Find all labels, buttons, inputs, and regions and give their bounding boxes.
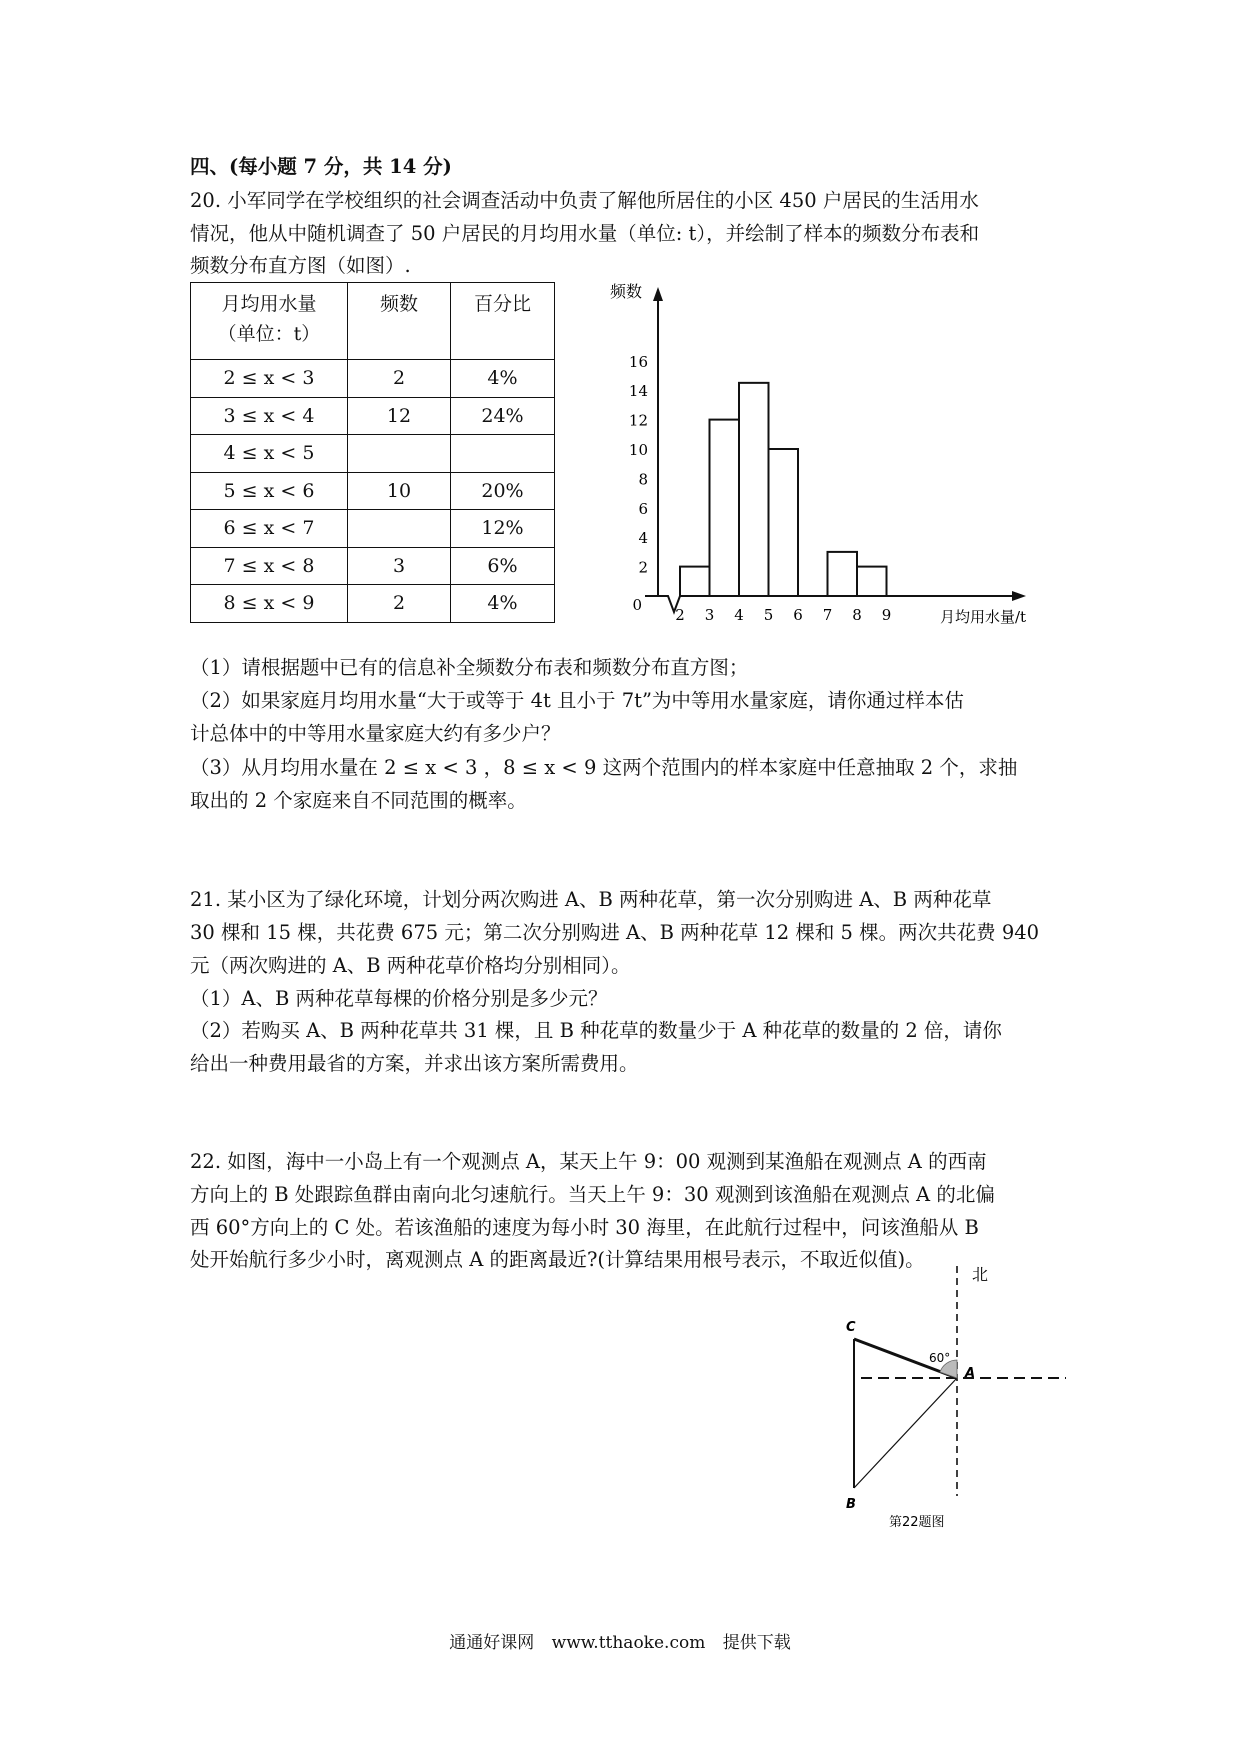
table-row bbox=[191, 585, 555, 623]
north-label: 北 bbox=[972, 1265, 989, 1284]
x-axis-arrow bbox=[1012, 591, 1026, 601]
q21-line-5: （2）若购买 A、B 两种花草共 31 棵，且 B 种花草的数量少于 A 种花草的数量的 2 倍，请你 bbox=[190, 1019, 1002, 1042]
section-heading: 四、(每小题 7 分，共 14 分) bbox=[190, 155, 452, 178]
cell-percent: 12% bbox=[451, 510, 555, 548]
y-tick-label: 2 bbox=[638, 558, 648, 577]
y-tick-label: 6 bbox=[638, 499, 648, 518]
x-tick-label: 5 bbox=[763, 606, 774, 624]
q20-line-3: 频数分布直方图（如图）. bbox=[190, 254, 411, 277]
cell-percent: 6% bbox=[451, 547, 555, 585]
cell-range: 4 ≤ x < 5 bbox=[191, 435, 348, 473]
y-tick-label: 4 bbox=[638, 529, 648, 548]
point-a-label: A bbox=[965, 1366, 976, 1381]
q21-line-1: 21. 某小区为了绿化环境，计划分两次购进 A、B 两种花草，第一次分别购进 A、B 两种花草 bbox=[190, 888, 992, 911]
footer-suffix: 提供下载 bbox=[722, 1633, 791, 1653]
angle-label: 60° bbox=[929, 1351, 951, 1365]
table-row bbox=[191, 547, 555, 585]
q22-line-4: 处开始航行多少小时，离观测点 A 的距离最近?(计算结果用根号表示，不取近似值)。 bbox=[190, 1248, 925, 1271]
x-tick-label: 8 bbox=[852, 606, 862, 624]
y-axis-title: 频数 bbox=[610, 282, 643, 301]
footer-site-name: 通通好课网 bbox=[449, 1633, 535, 1653]
q21-line-6: 给出一种费用最省的方案，并求出该方案所需费用。 bbox=[190, 1052, 639, 1075]
figure-caption: 第22题图 bbox=[889, 1515, 945, 1530]
cell-range: 2 ≤ x < 3 bbox=[191, 360, 348, 398]
header-frequency: 频数 bbox=[348, 283, 451, 360]
cell-range: 6 ≤ x < 7 bbox=[191, 510, 348, 548]
y-axis-arrow bbox=[653, 287, 663, 301]
histogram-bar bbox=[828, 552, 858, 596]
cell-frequency: 2 bbox=[348, 585, 451, 623]
cell-range: 3 ≤ x < 4 bbox=[191, 397, 348, 435]
y-tick-label: 8 bbox=[638, 470, 648, 489]
origin-label: 0 bbox=[632, 596, 642, 614]
q20-question-1: （1）请根据题中已有的信息补全频数分布表和频数分布直方图； bbox=[190, 656, 749, 679]
y-tick-label: 12 bbox=[628, 411, 648, 430]
q20-line-1: 20. 小军同学在学校组织的社会调查活动中负责了解他所居住的小区 450 户居民的生活用水 bbox=[190, 189, 979, 212]
q21-line-4: （1）A、B 两种花草每棵的价格分别是多少元？ bbox=[190, 987, 608, 1010]
x-tick-label: 9 bbox=[881, 606, 892, 624]
x-axis-title: 月均用水量/t bbox=[940, 608, 1027, 626]
point-b-label: B bbox=[846, 1497, 856, 1512]
header-water-usage bbox=[191, 283, 348, 360]
x-tick-label: 6 bbox=[793, 606, 803, 624]
header-water-usage-line1: 月均用水量 bbox=[221, 293, 317, 315]
y-tick-label: 10 bbox=[628, 441, 648, 459]
q20-question-2a: （2）如果家庭月均用水量“大于或等于 4t 且小于 7t”为中等用水量家庭，请你通过样本估 bbox=[190, 689, 964, 712]
table-header-row bbox=[191, 283, 555, 360]
cell-frequency: 10 bbox=[348, 472, 451, 510]
q22-line-3: 西 60°方向上的 C 处。若该渔船的速度为每小时 30 海里，在此航行过程中，问该渔船从 B bbox=[190, 1216, 979, 1239]
q20-line-2: 情况，他从中随机调查了 50 户居民的月均用水量（单位: t），并绘制了样本的频数分布表和 bbox=[190, 222, 980, 245]
table-row bbox=[191, 397, 555, 435]
x-tick-label: 4 bbox=[734, 606, 744, 624]
histogram-bar bbox=[680, 567, 710, 596]
x-tick-label: 2 bbox=[675, 606, 685, 624]
q22-line-2: 方向上的 B 处跟踪鱼群由南向北匀速航行。当天上午 9：30 观测到该渔船在观测点 A 的北偏 bbox=[190, 1183, 995, 1206]
q20-question-3a: （3）从月均用水量在 2 ≤ x < 3 ，8 ≤ x < 9 这两个范围内的样本家庭中任意抽取 2 个，求抽 bbox=[190, 756, 1018, 779]
q21-line-2: 30 棵和 15 棵，共花费 675 元；第二次分别购进 A、B 两种花草 12 棵和 5 棵。两次共花费 940 bbox=[190, 921, 1040, 944]
table-row bbox=[191, 435, 555, 473]
cell-percent: 4% bbox=[451, 585, 555, 623]
cell-percent: 20% bbox=[451, 472, 555, 510]
y-tick-label: 14 bbox=[628, 382, 648, 401]
q20-question-3b: 取出的 2 个家庭来自不同范围的概率。 bbox=[190, 789, 527, 812]
cell-range: 8 ≤ x < 9 bbox=[191, 585, 348, 623]
page-footer bbox=[0, 1628, 1240, 1653]
cell-range: 7 ≤ x < 8 bbox=[191, 547, 348, 585]
frequency-table bbox=[190, 282, 555, 623]
cell-frequency: 3 bbox=[348, 547, 451, 585]
q20-question-2b: 计总体中的中等用水量家庭大约有多少户？ bbox=[190, 722, 561, 745]
y-tick-label: 16 bbox=[628, 352, 648, 371]
histogram-bar bbox=[710, 420, 740, 596]
cell-percent: 24% bbox=[451, 397, 555, 435]
q22-line-1: 22. 如图，海中一小岛上有一个观测点 A，某天上午 9：00 观测到某渔船在观测点 A 的西南 bbox=[190, 1150, 987, 1173]
q22-figure bbox=[830, 1260, 1070, 1530]
table-row bbox=[191, 360, 555, 398]
cell-frequency: 2 bbox=[348, 360, 451, 398]
x-tick-label: 3 bbox=[704, 606, 715, 624]
histogram-bar bbox=[857, 567, 887, 596]
segment-ba bbox=[854, 1378, 957, 1488]
cell-range: 5 ≤ x < 6 bbox=[191, 472, 348, 510]
table-row bbox=[191, 472, 555, 510]
cell-percent bbox=[451, 435, 555, 473]
cell-frequency bbox=[348, 435, 451, 473]
q21-line-3: 元（两次购进的 A、B 两种花草价格均分别相同）。 bbox=[190, 954, 631, 977]
histogram-bar bbox=[739, 383, 769, 596]
histogram-bars bbox=[680, 383, 887, 596]
table-row bbox=[191, 510, 555, 548]
histogram-bar bbox=[769, 449, 799, 596]
point-c-label: C bbox=[846, 1320, 856, 1335]
histogram-labels bbox=[610, 282, 1026, 626]
cell-percent: 4% bbox=[451, 360, 555, 398]
cell-frequency: 12 bbox=[348, 397, 451, 435]
x-tick-label: 7 bbox=[822, 606, 833, 624]
footer-url[interactable]: www.tthaoke.com bbox=[551, 1633, 706, 1653]
header-water-usage-line2: （单位：t） bbox=[217, 323, 321, 345]
frequency-histogram bbox=[590, 270, 1070, 640]
cell-frequency bbox=[348, 510, 451, 548]
header-percent: 百分比 bbox=[451, 283, 555, 360]
